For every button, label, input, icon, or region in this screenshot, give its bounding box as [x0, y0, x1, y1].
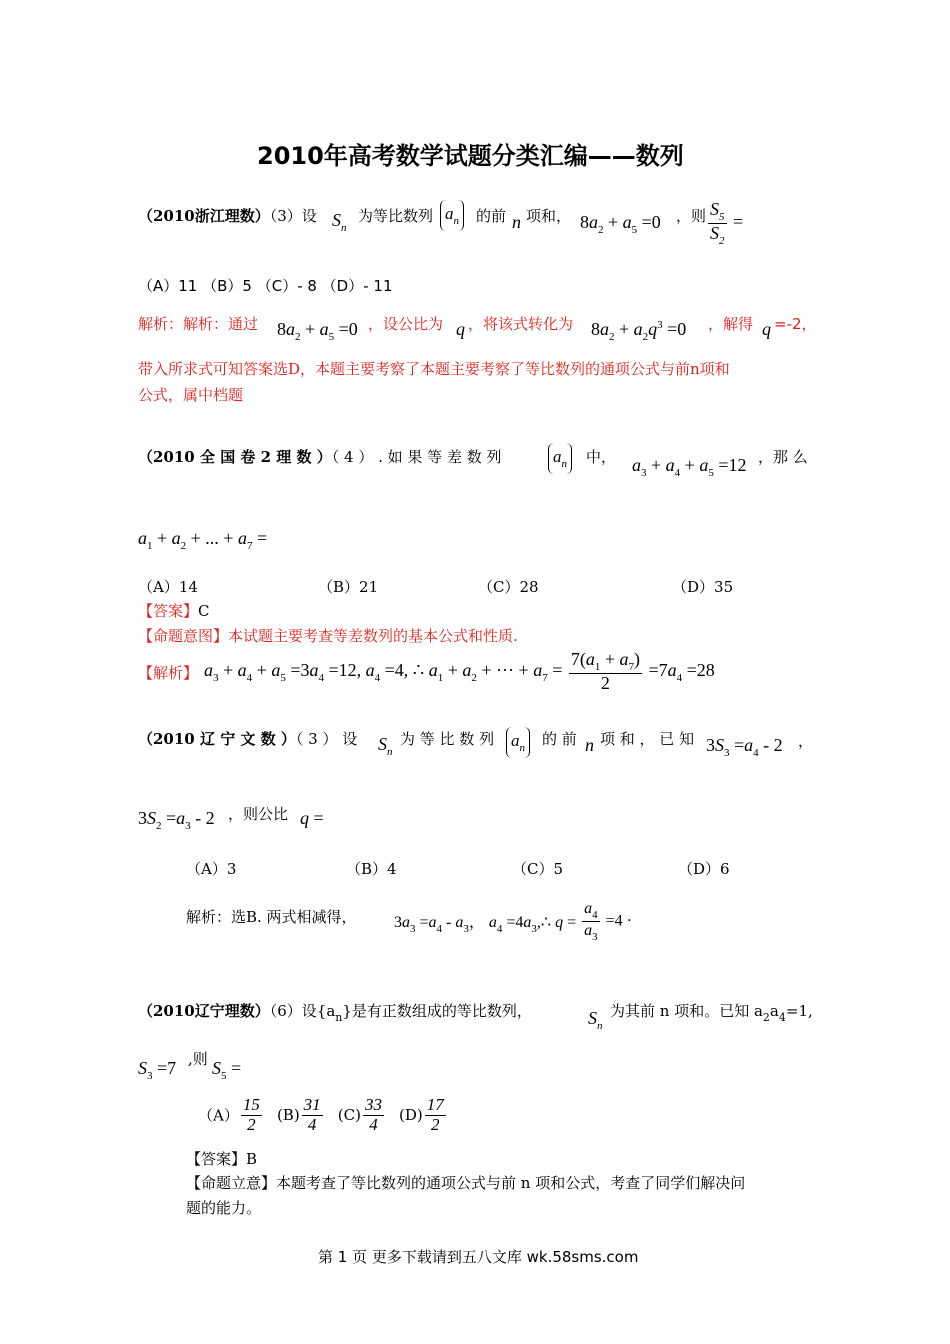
q1-options: （A）11 （B）5 （C）- 8 （D）- 11: [138, 277, 393, 295]
q2-source: （2010 全 国 卷 2 理 数 ）: [138, 448, 332, 466]
question-3: （2010 辽 宁 文 数 ）（ 3 ） 设: [138, 730, 358, 748]
q2-intent: 【命题意图】本试题主要考查等差数列的基本公式和性质.: [138, 627, 518, 645]
q4-intent: 【命题立意】本题考查了等比数列的通项公式与前 n 项和公式，考查了同学们解决问: [186, 1174, 746, 1192]
q4-options: （A） $\frac{15}{2}$ (B) $\frac{31}{4}$ (C) $\frac{33}{4}$ (D) $\frac{17}{2}$: [198, 1095, 444, 1134]
q3-analysis-formula: $3a_3 =a_4 - a_3$， $a_4$ $=4a_3,\therefore$ q = $\frac{a_4}{a_3}$ =4 ·: [394, 900, 632, 944]
q2-condition: $a_3 + a_4 + a_5 =12$: [632, 455, 747, 479]
q3-analysis: 解析：选B. 两式相减得，: [186, 908, 357, 926]
q3-condition-1: $3S_3 =a_4 - 2$: [706, 735, 783, 759]
question-2: （2010 全 国 卷 2 理 数 ）（ 4 ） . 如 果 等 差 数 列: [138, 448, 502, 466]
q3-condition-2: $3S_2 =a_3 - 2$: [138, 808, 215, 832]
q4-answer: 【答案】B: [186, 1150, 258, 1168]
q1-sequence-an: $a_n$: [440, 200, 464, 231]
page-title: 2010年高考数学试题分类汇编——数列: [257, 142, 684, 170]
q1-analysis: 解析：解析：通过: [138, 315, 259, 333]
question-1: （2010浙江理数）（3）设: [138, 207, 317, 225]
q2-analysis-tag: 【解析】: [138, 664, 199, 682]
q2-analysis-formula: $a_3 + a_4 + a_5 =3a_4 =12$, $a_4 =4$, ∴ $a_1 + a_2$ + ··· + $a_7$ = $\frac{7(a_1 + a_7)}{2}$ $=7a_4 =28$: [204, 649, 715, 694]
q1-condition: $8a_2 + a_5 =0$: [580, 212, 661, 236]
q2-expression: $a_1 + a_2$ + ... + $a_7$ =: [138, 528, 268, 552]
q2-answer: 【答案】C: [138, 602, 210, 620]
q1-sn: $S_n$: [332, 210, 347, 234]
q1-source: （2010浙江理数）: [138, 207, 270, 225]
question-4: （2010辽宁理数）（6）设$\{a_n\}$是有正数组成的等比数列，: [138, 1002, 532, 1024]
q3-source: （2010 辽 宁 文 数 ）: [138, 730, 296, 748]
q1-ratio: $\frac{S_5}{S_2}$ =: [710, 199, 744, 248]
q4-source: （2010辽宁理数）: [138, 1002, 270, 1020]
q4-condition: $S_3 =7$: [138, 1058, 177, 1082]
page-footer: 第 1 页 更多下载请到五八文库 wk.58sms.com: [318, 1248, 639, 1266]
